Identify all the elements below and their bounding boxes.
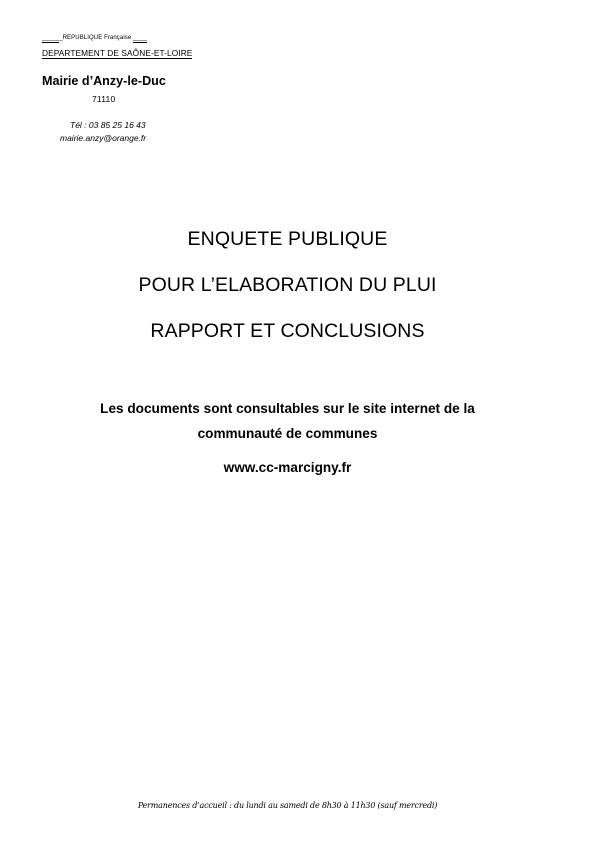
phone-number: Tél : 03 85 25 16 43 bbox=[70, 120, 146, 130]
republique-suffix: ____ bbox=[133, 35, 147, 41]
republique-text: _REPUBLIQUE Française bbox=[59, 35, 132, 41]
republique-line bbox=[42, 34, 282, 43]
letterhead bbox=[42, 34, 282, 61]
title-line-1: ENQUETE PUBLIQUE bbox=[187, 228, 388, 250]
notice-line-2: communauté de communes bbox=[197, 426, 378, 441]
republique-prefix: _____ bbox=[42, 35, 60, 41]
website-link[interactable]: www.cc-marcigny.fr bbox=[223, 460, 352, 475]
footer-hours: Permanences d’accueil : du lundi au samedi de 8h30 à 11h30 (sauf mercredi) bbox=[137, 801, 438, 810]
email-address: mairie.anzy@orange.fr bbox=[60, 133, 147, 143]
postal-code: 71110 bbox=[92, 94, 116, 104]
mairie-name: Mairie d’Anzy-le-Duc bbox=[42, 74, 166, 88]
title-line-2: POUR L’ELABORATION DU PLUI bbox=[138, 274, 437, 296]
title-line-3: RAPPORT ET CONCLUSIONS bbox=[150, 320, 425, 342]
notice-line-1: Les documents sont consultables sur le site internet de la bbox=[100, 401, 475, 416]
departement-line: DEPARTEMENT DE SAÔNE-ET-LOIRE bbox=[42, 48, 193, 58]
